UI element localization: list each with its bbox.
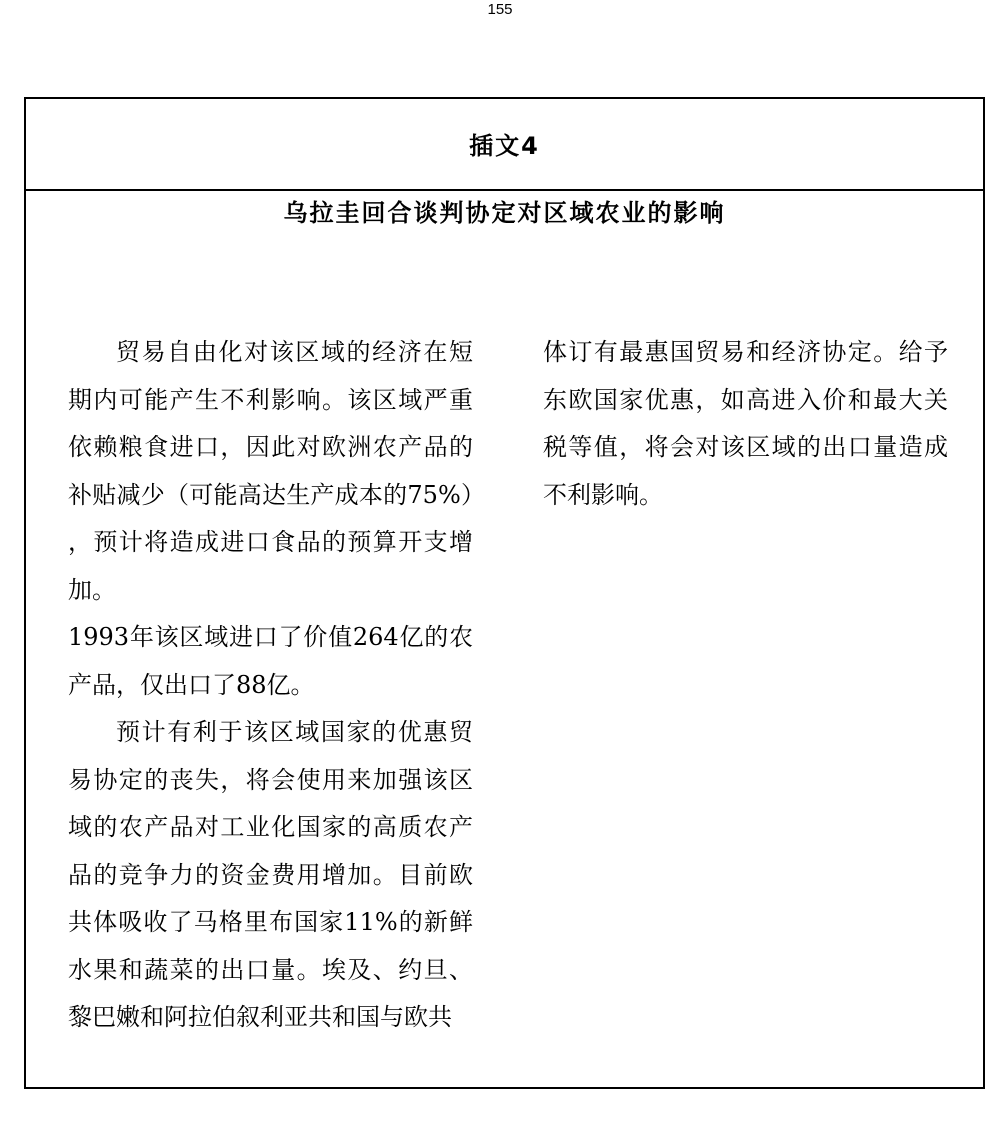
- paragraph-1: 贸易自由化对该区域的经济在短期内可能产生不利影响。该区域严重依赖粮食进口，因此对欧洲农产品的补贴减少（可能高达生产成本的75%），预计将造成进口食品的预算开支增加。: [68, 338, 473, 604]
- paragraph-continued: 体订有最惠国贸易和经济协定。给予东欧国家优惠，如高进入价和最大关税等值，将会对该区域的出口量造成不利影响。: [543, 338, 948, 509]
- box-header: [26, 99, 983, 191]
- box-label: 插文4: [469, 132, 540, 160]
- paragraph-3: 预计有利于该区域国家的优惠贸易协定的丧失，将会使用来加强该区域的农产品对工业化国家的高质农产品的竞争力的资金费用增加。目前欧共体吸收了马格里布国家11%的新鲜水果和蔬菜的出口量。埃及、约旦、黎巴嫩和阿拉伯叙利亚共和国与欧共: [68, 718, 473, 1031]
- paragraph-2: 1993年该区域进口了价值264亿的农产品，仅出口了88亿。: [68, 623, 473, 699]
- boxed-insert: [24, 97, 985, 1089]
- left-column: [68, 329, 473, 1042]
- page-number: 155: [487, 1, 513, 18]
- box-title: 乌拉圭回合谈判协定对区域农业的影响: [283, 199, 726, 227]
- right-column: [543, 329, 948, 519]
